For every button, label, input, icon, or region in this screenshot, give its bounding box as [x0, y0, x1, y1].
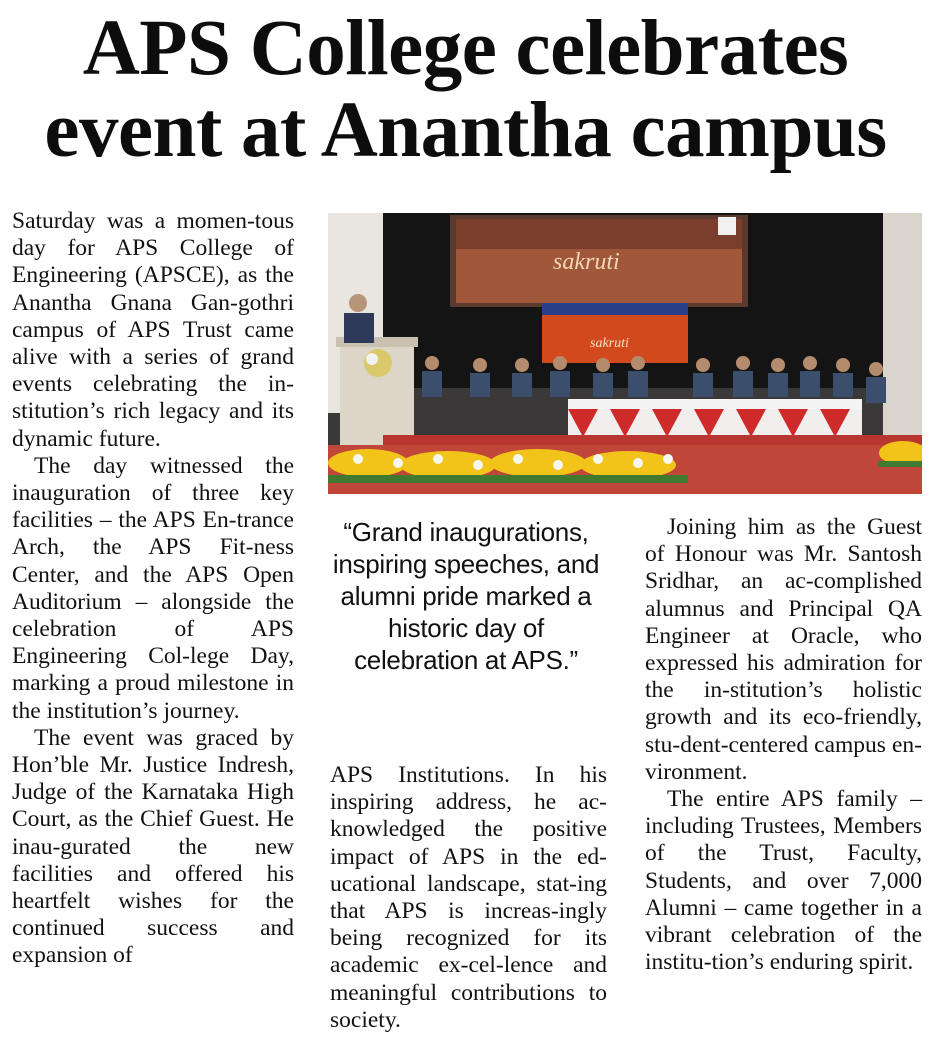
headline-line-1: APS College celebrates [82, 5, 849, 92]
paragraph-1: Saturday was a momen-tous day for APS College of Engineering (APSCE), as the Anantha Gnana Gan-gothri campus of APS Trust came alive with a series of grand events celebrating the in-stitution’s rich legacy and its dynamic future. [12, 208, 294, 452]
headline-line-2: event at Anantha campus [44, 87, 887, 174]
article-column-3 [645, 514, 922, 976]
article-column-1 [12, 208, 294, 970]
event-photo-illustration [328, 213, 922, 494]
paragraph-3: The event was graced by Hon’ble Mr. Justice Indresh, Judge of the Karnataka High Court, as the Chief Guest. He inau-gurated the new facilities and offered his heartfelt wishes for the continued success and expansion of [12, 724, 294, 969]
paragraph-6: The entire APS family – including Trustees, Members of the Trust, Faculty, Students, and over 7,000 Alumni – came together in a vibrant celebration of the institu-tion’s enduring spirit. [645, 786, 922, 976]
paragraph-5: Joining him as the Guest of Honour was Mr. Santosh Sridhar, an ac-complished alumnus and Principal QA Engineer at Oracle, who expressed his admiration for the in-stitution’s holistic growth and its eco-friendly, stu-dent-centered campus en-vironment. [645, 514, 922, 785]
backdrop-text: sakruti [590, 336, 629, 351]
screen-banner-text: sakruti [553, 249, 620, 275]
article-column-2 [330, 762, 607, 1034]
event-photo [328, 213, 922, 494]
pull-quote: “Grand inaugurations, inspiring speeches, and alumni pride marked a historic day of celebration at APS.” [332, 517, 600, 675]
paragraph-4: APS Institutions. In his inspiring address, he ac-knowledged the positive impact of APS in the ed-ucational landscape, stat-ing that APS is increas-ingly being recognized for its academic ex-cel-lence and meaningful contributions to society. [330, 762, 607, 1033]
paragraph-2: The day witnessed the inauguration of three key facilities – the APS En-trance Arch, the APS Fit-ness Center, and the APS Open Auditorium – alongside the celebration of APS Engineering Col-lege Day, marking a proud milestone in the institution’s journey. [12, 452, 294, 724]
headline [0, 5, 931, 174]
